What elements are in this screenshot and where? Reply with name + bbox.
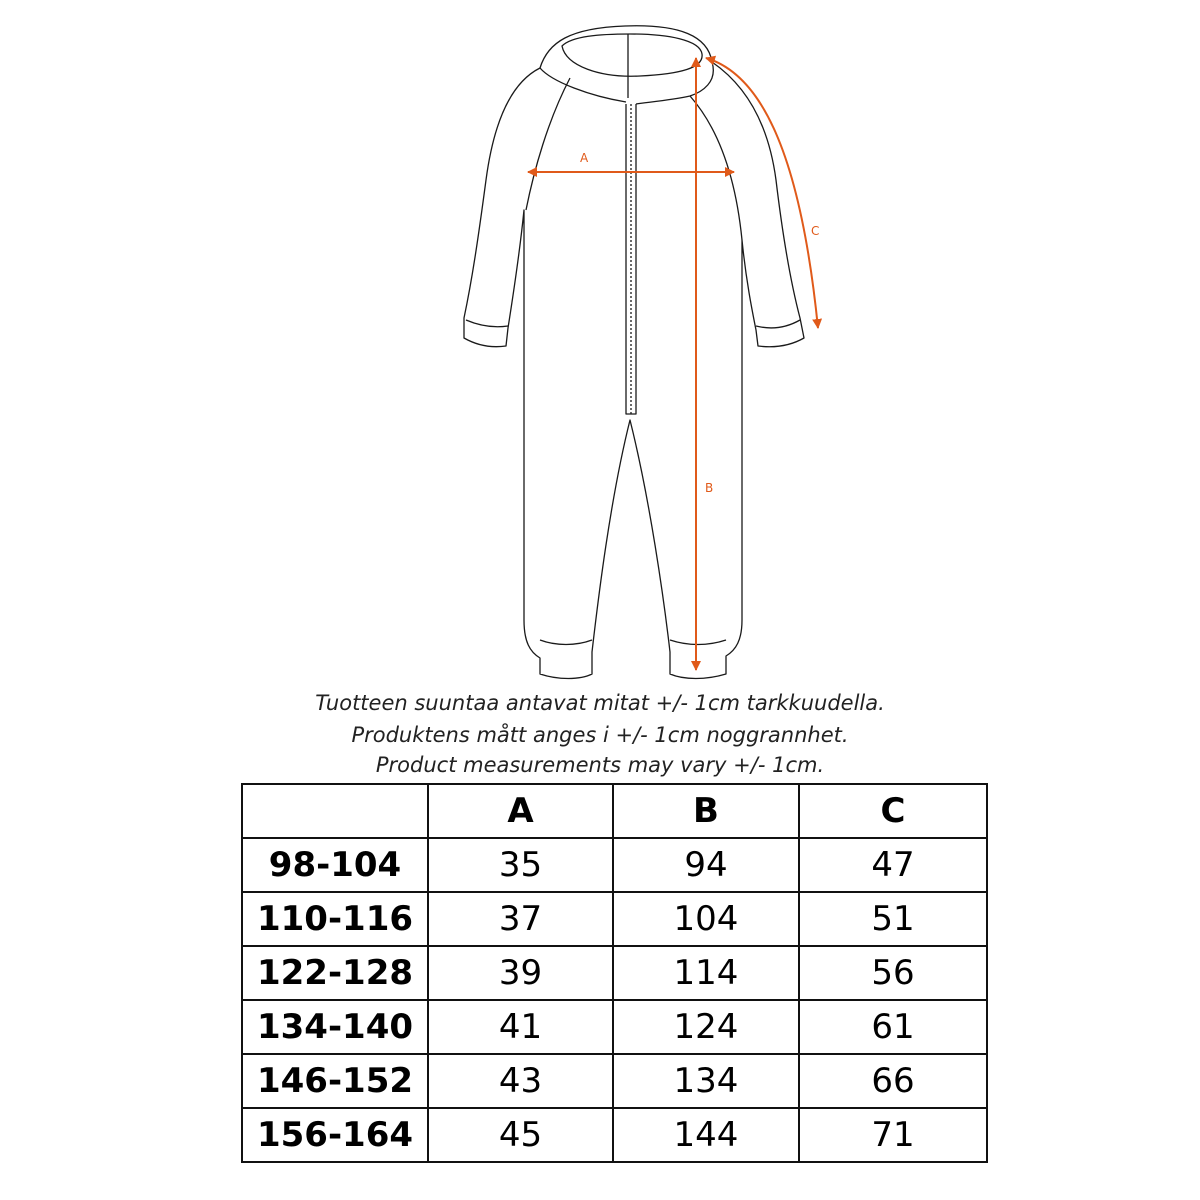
cell-size: 146-152	[242, 1054, 428, 1108]
measurement-note-en: Product measurements may vary +/- 1cm.	[375, 753, 825, 777]
cell-a: 39	[428, 946, 613, 1000]
cell-b: 94	[613, 838, 799, 892]
measurement-note-fi: Tuotteen suuntaa antavat mitat +/- 1cm tarkkuudella.	[315, 691, 885, 715]
table-row	[242, 1108, 987, 1162]
header-c: C	[799, 784, 987, 838]
table-row	[242, 1000, 987, 1054]
cell-c: 66	[799, 1054, 987, 1108]
cell-c: 47	[799, 838, 987, 892]
jumpsuit-outline	[464, 26, 804, 679]
header-a: A	[428, 784, 613, 838]
cell-c: 61	[799, 1000, 987, 1054]
measure-label-b: B	[705, 481, 714, 495]
cell-a: 41	[428, 1000, 613, 1054]
cell-size: 156-164	[242, 1108, 428, 1162]
cell-size: 134-140	[242, 1000, 428, 1054]
measurement-note-sv: Produktens mått anges i +/- 1cm noggrannhet.	[351, 723, 849, 747]
header-size	[242, 784, 428, 838]
cell-a: 45	[428, 1108, 613, 1162]
cell-size: 110-116	[242, 892, 428, 946]
cell-b: 124	[613, 1000, 799, 1054]
table-row	[242, 892, 987, 946]
cell-a: 35	[428, 838, 613, 892]
header-b: B	[613, 784, 799, 838]
table-row	[242, 1054, 987, 1108]
cell-b: 114	[613, 946, 799, 1000]
table-header-row	[242, 784, 987, 838]
cell-b: 104	[613, 892, 799, 946]
cell-c: 71	[799, 1108, 987, 1162]
measure-label-a: A	[580, 151, 589, 165]
cell-b: 134	[613, 1054, 799, 1108]
table-row	[242, 946, 987, 1000]
cell-b: 144	[613, 1108, 799, 1162]
size-table	[241, 783, 988, 1163]
measure-line-c	[706, 58, 818, 328]
cell-a: 43	[428, 1054, 613, 1108]
cell-size: 98-104	[242, 838, 428, 892]
cell-c: 56	[799, 946, 987, 1000]
cell-c: 51	[799, 892, 987, 946]
measure-label-c: C	[811, 224, 820, 238]
cell-a: 37	[428, 892, 613, 946]
cell-size: 122-128	[242, 946, 428, 1000]
table-row	[242, 838, 987, 892]
